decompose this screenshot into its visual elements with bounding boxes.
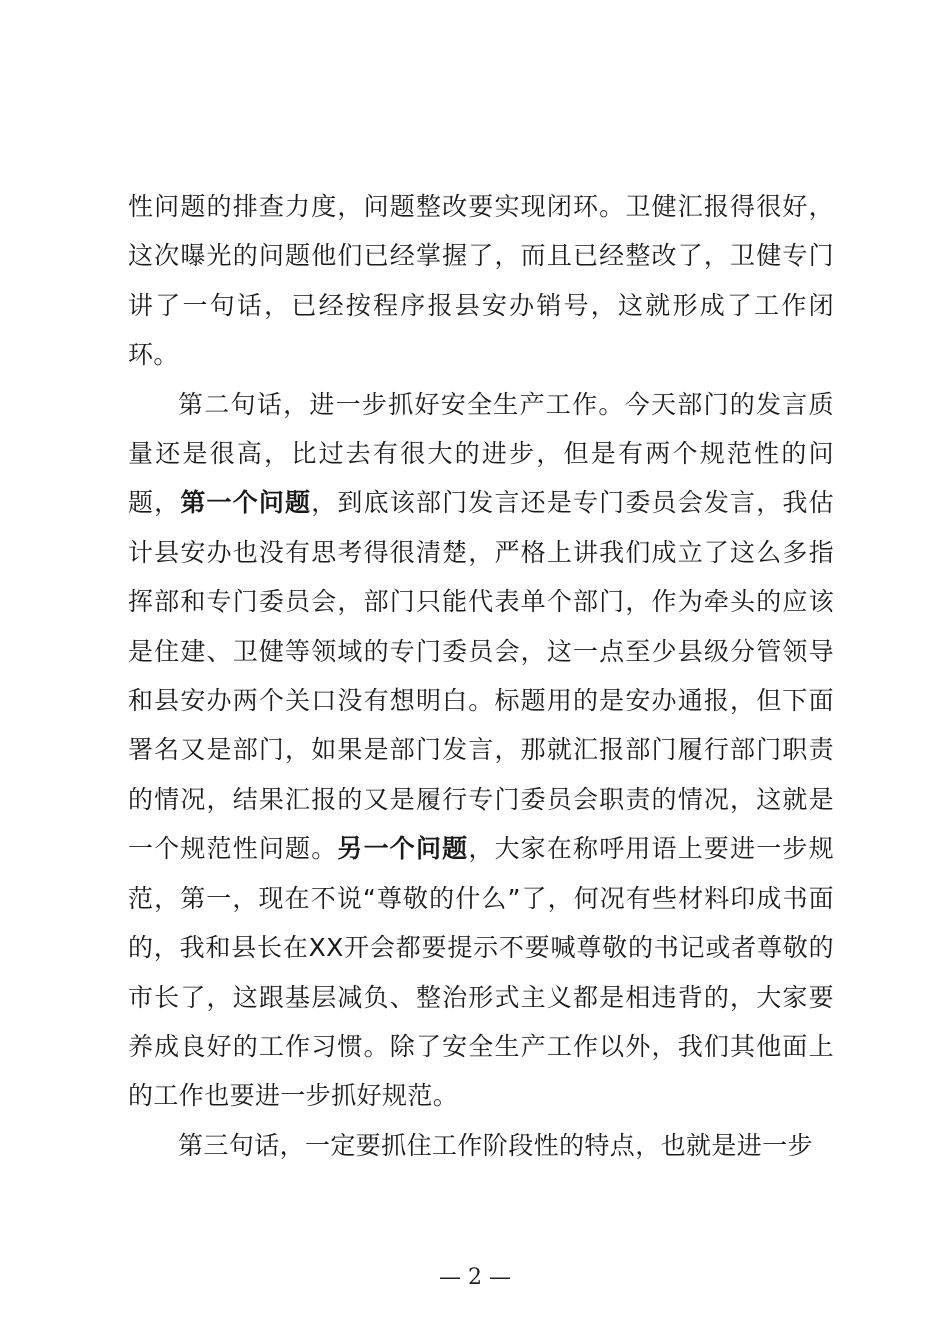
paragraph-2-emphasis-another-issue: 另一个问题 bbox=[337, 834, 469, 864]
body-text bbox=[128, 182, 834, 1170]
paragraph-2 bbox=[128, 380, 834, 1121]
paragraph-2-text-b: ，到底该部门发言还是专门委员会发言，我估计县安办也没有思考得很清楚，严格上讲我们成立了这么多指挥部和专门委员会，部门只能代表单个部门，作为牵头的应该是住建、卫健等领域的专门委员会，这一点至少县级分管领导和县安办两个关口没有想明白。标题用的是安办通报，但下面署名又是部门，如果是部门发言，那就汇报部门履行部门职责的情况，结果汇报的又是履行专门委员会职责的情况，这就是一个规范性问题。 bbox=[128, 488, 834, 864]
paragraph-1-text: 性问题的排查力度，问题整改要实现闭环。卫健汇报得很好，这次曝光的问题他们已经掌握了，而且已经整改了，卫健专门讲了一句话，已经按程序报县安办销号，这就形成了工作闭环。 bbox=[128, 192, 834, 370]
paragraph-2-emphasis-first-issue: 第一个问题 bbox=[180, 488, 312, 518]
paragraph-1 bbox=[128, 182, 834, 380]
paragraph-3-text: 第三句话，一定要抓住工作阶段性的特点，也就是进一步 bbox=[178, 1130, 814, 1160]
paragraph-2-text-a: 第二句话，进一步抓好安全生产工作。今天部门的发言质量还是很高，比过去有很大的进步，但是有两个规范性的问题， bbox=[128, 389, 834, 518]
paragraph-3 bbox=[128, 1121, 834, 1170]
page-number: — 2 — bbox=[439, 1265, 511, 1290]
paragraph-2-text-c: ，大家在称呼用语上要进一步规范，第一，现在不说“尊敬的什么”了，何况有些材料印成书面的，我和县长在XX开会都要提示不要喊尊敬的书记或者尊敬的市长了，这跟基层减负、整治形式主义都是相违背的，大家要养成良好的工作习惯。除了安全生产工作以外，我们其他面上的工作也要进一步抓好规范。 bbox=[128, 834, 834, 1111]
